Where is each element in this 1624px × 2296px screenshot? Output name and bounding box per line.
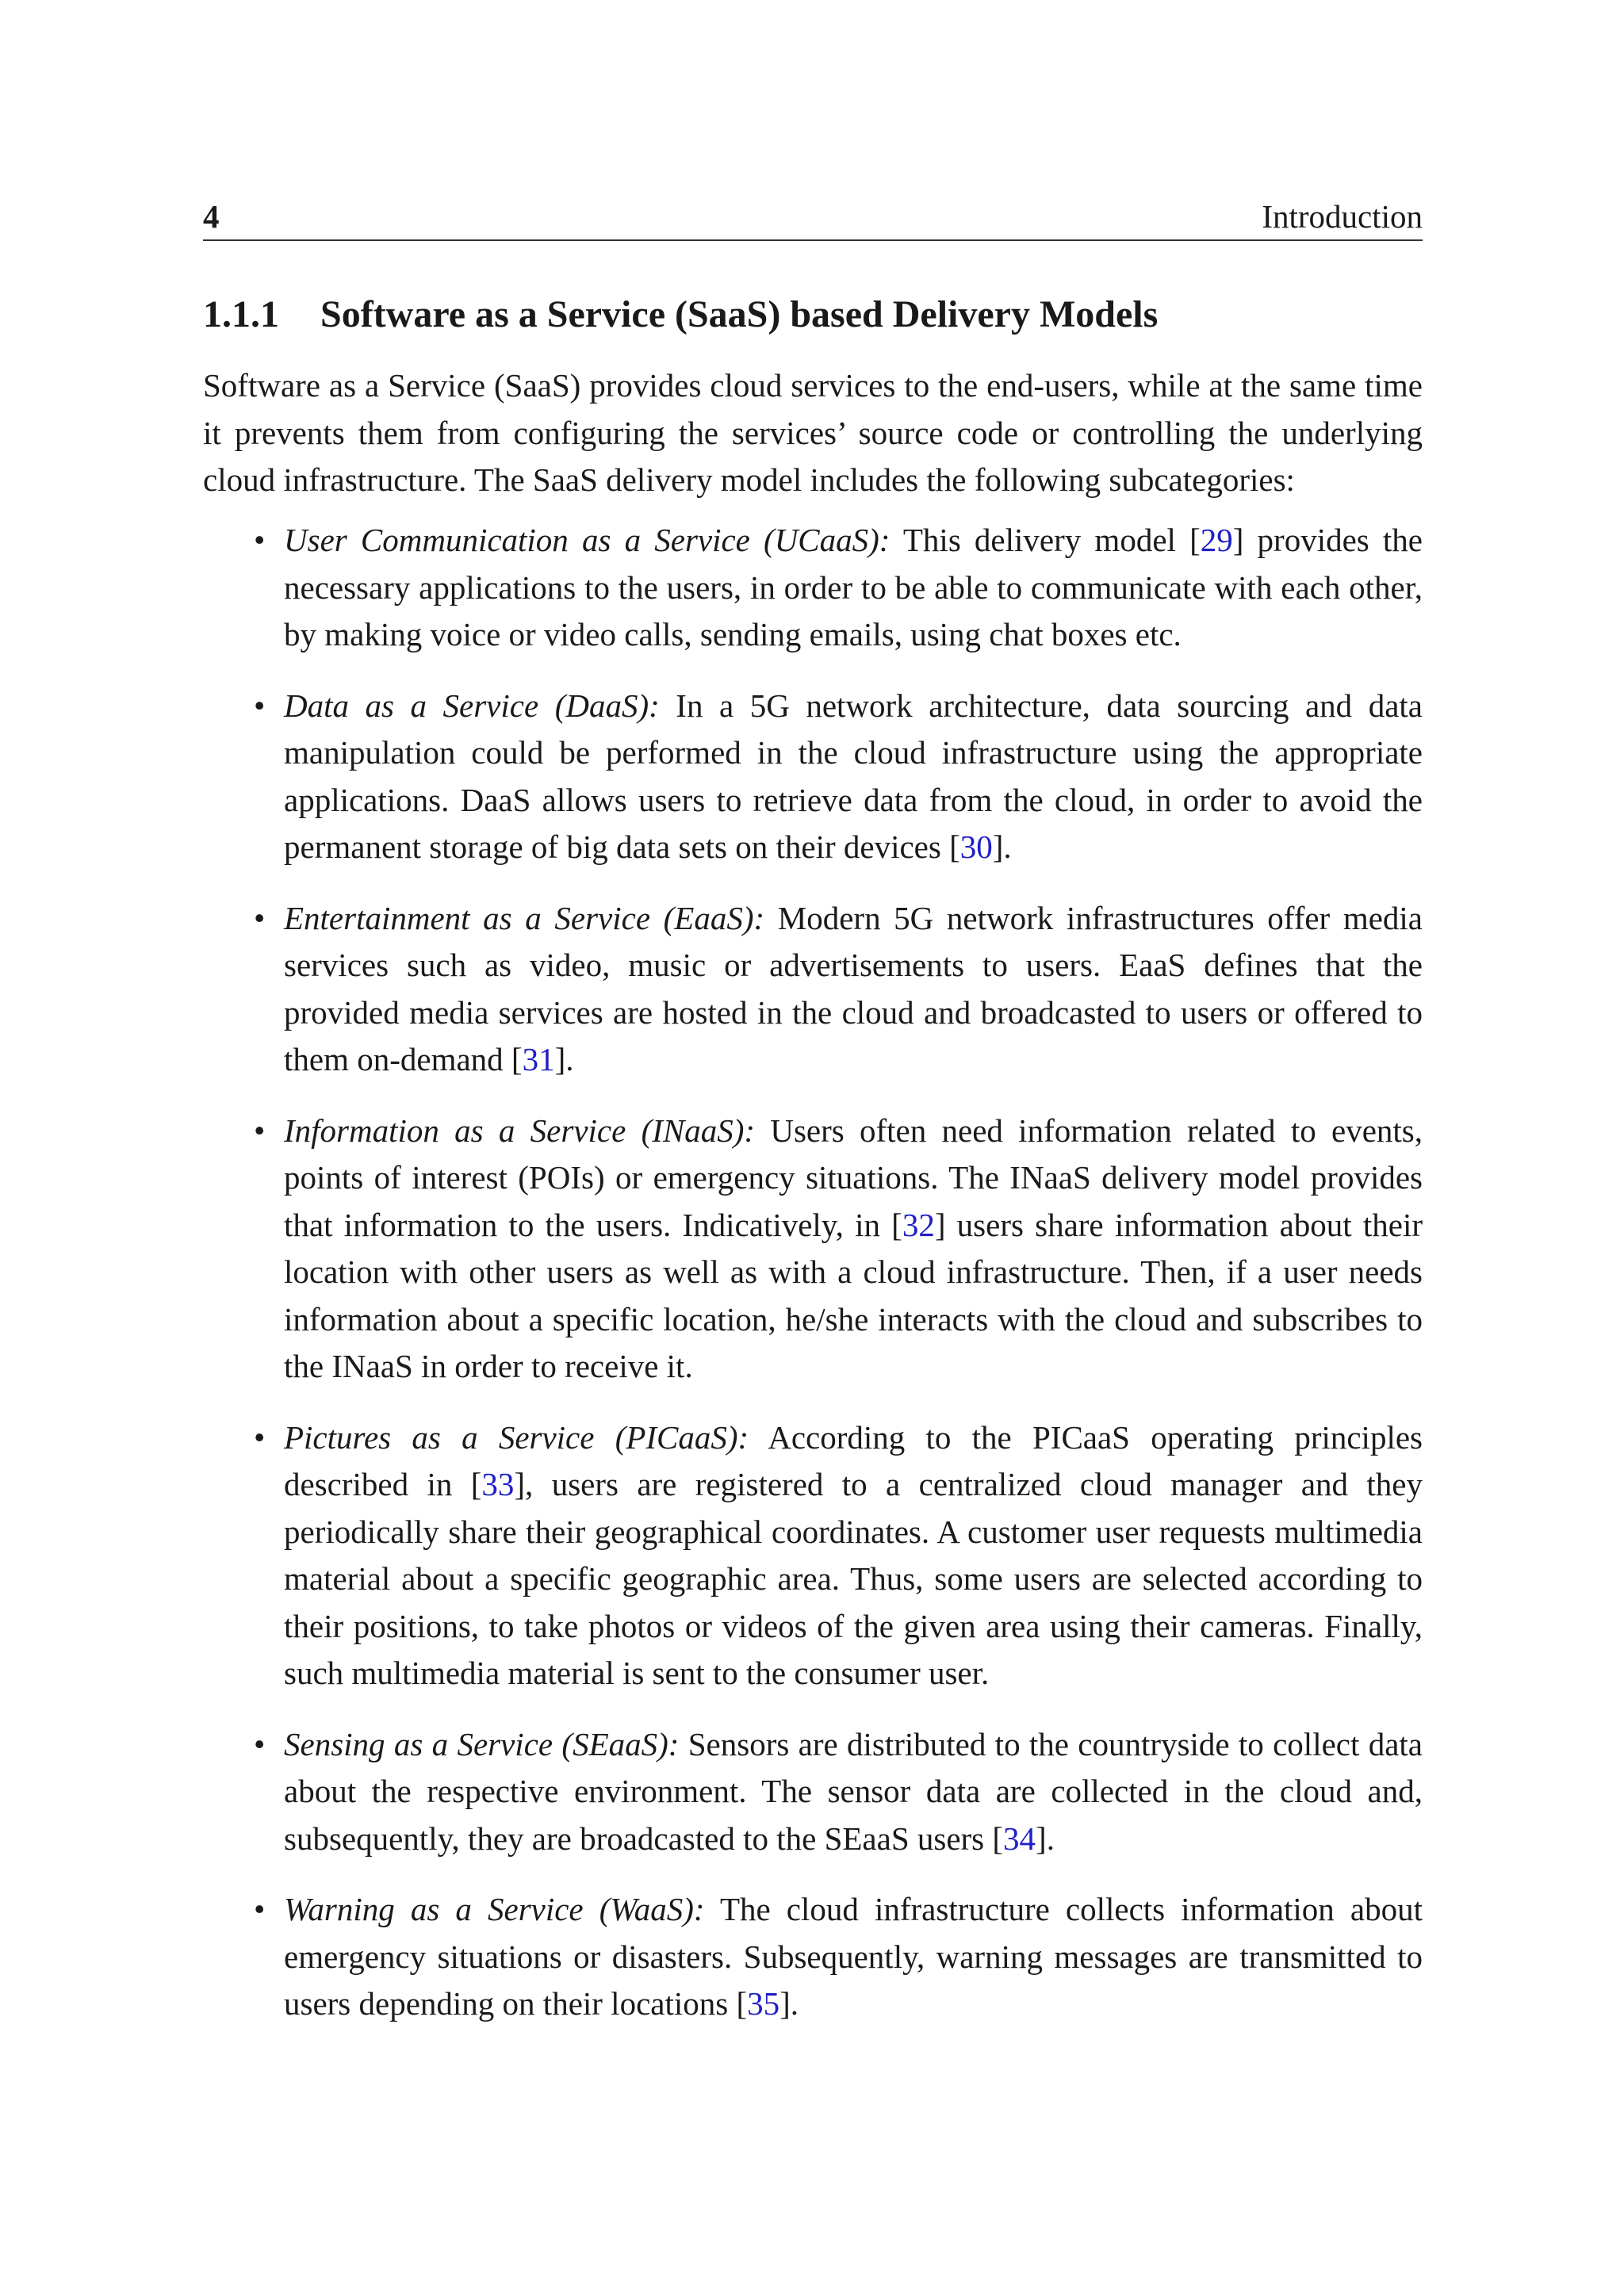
subcategory-list <box>203 517 1423 2052</box>
item-text: Sensors are distributed to the countryside to collect data about the respective environment. The sensor data are collected in the cloud and, subsequently, they are broadcasted to the SEaaS users [ <box>284 1725 1423 1857</box>
bullet-icon: • <box>254 899 266 936</box>
running-title: Introduction <box>1262 198 1423 235</box>
citation-link[interactable]: 32 <box>902 1206 935 1243</box>
bullet-icon: • <box>254 1112 266 1149</box>
list-item-eaas <box>203 895 1423 1084</box>
bullet-icon: • <box>254 1418 266 1456</box>
bullet-icon: • <box>254 522 266 558</box>
item-text: ] provides the necessary applications to the users, in order to be able to communicate with each other, by making voice or video calls, sending emails, using chat boxes etc. <box>284 522 1423 652</box>
running-header <box>203 193 1423 241</box>
item-text: ]. <box>779 1985 799 2022</box>
list-item-waas <box>203 1886 1423 2028</box>
citation-link[interactable]: 35 <box>747 1985 780 2022</box>
item-text: According to the PICaaS operating principles described in [ <box>284 1418 1423 1502</box>
section-number: 1.1.1 <box>203 293 279 335</box>
item-text: ]. <box>992 828 1012 865</box>
item-text: ], users are registered to a centralized cloud manager and they periodically share their geographical coordinates. A customer user requests multimedia material about a specific geographic area. Thus, some users are selected according to their positions, to take photos or videos of the given area using their cameras. Finally, such multimedia material is sent to the consumer user. <box>284 1466 1423 1691</box>
term-label: Pictures as a Service (PICaaS): <box>284 1418 749 1456</box>
list-item-seaas <box>203 1721 1423 1863</box>
item-text: In a 5G network architecture, data sourcing and data manipulation could be performed in the cloud infrastructure using the appropriate applications. DaaS allows users to retrieve data from the cloud, in order to avoid the permanent storage of big data sets on their devices [ <box>284 687 1423 865</box>
page-number: 4 <box>203 198 220 235</box>
list-item-picaas <box>203 1414 1423 1697</box>
intro-paragraph: Software as a Service (SaaS) provides cloud services to the end-users, while at the same time it prevents them from configuring the services’ source code or controlling the underlying cloud infrastructure. The SaaS delivery model includes the following subcategories: <box>203 367 1423 498</box>
list-item-ucaas <box>203 517 1423 659</box>
term-label: Entertainment as a Service (EaaS): <box>284 899 765 936</box>
item-text: Modern 5G network infrastructures offer media services such as video, music or advertisements to users. EaaS defines that the provided media services are hosted in the cloud and broadcasted to users or offered to them on-demand [ <box>284 899 1423 1077</box>
item-text: The cloud infrastructure collects information about emergency situations or disasters. Subsequently, warning messages are transmitted to users depending on their locations [ <box>284 1891 1423 2022</box>
citation-link[interactable]: 29 <box>1200 522 1233 558</box>
term-label: Warning as a Service (WaaS): <box>284 1891 705 1927</box>
citation-link[interactable]: 30 <box>959 828 993 865</box>
item-text: This delivery model [ <box>890 522 1201 558</box>
bullet-icon: • <box>254 1891 266 1927</box>
list-item-inaas <box>203 1108 1423 1391</box>
item-text: ] users share information about their location with other users as well as with a cloud infrastructure. Then, if a user needs information about a specific location, he/she interacts with the cloud and subscribes to the INaaS in order to receive it. <box>284 1206 1423 1384</box>
term-label: User Communication as a Service (UCaaS): <box>284 522 891 558</box>
item-text: Users often need information related to events, points of interest (POIs) or emergency situations. The INaaS delivery model provides that information to the users. Indicatively, in [ <box>284 1112 1423 1243</box>
item-text: ]. <box>554 1041 574 1077</box>
term-label: Sensing as a Service (SEaaS): <box>284 1725 680 1762</box>
citation-link[interactable]: 33 <box>481 1466 515 1502</box>
bullet-icon: • <box>254 1725 266 1762</box>
bullet-icon: • <box>254 687 266 724</box>
citation-link[interactable]: 34 <box>1003 1820 1036 1857</box>
list-item-daas <box>203 683 1423 871</box>
term-label: Information as a Service (INaaS): <box>284 1112 756 1149</box>
item-text: ]. <box>1036 1820 1055 1857</box>
section-title: Software as a Service (SaaS) based Delivery Models <box>320 293 1159 335</box>
term-label: Data as a Service (DaaS): <box>284 687 660 724</box>
citation-link[interactable]: 31 <box>522 1041 555 1077</box>
section-heading <box>203 287 1423 342</box>
